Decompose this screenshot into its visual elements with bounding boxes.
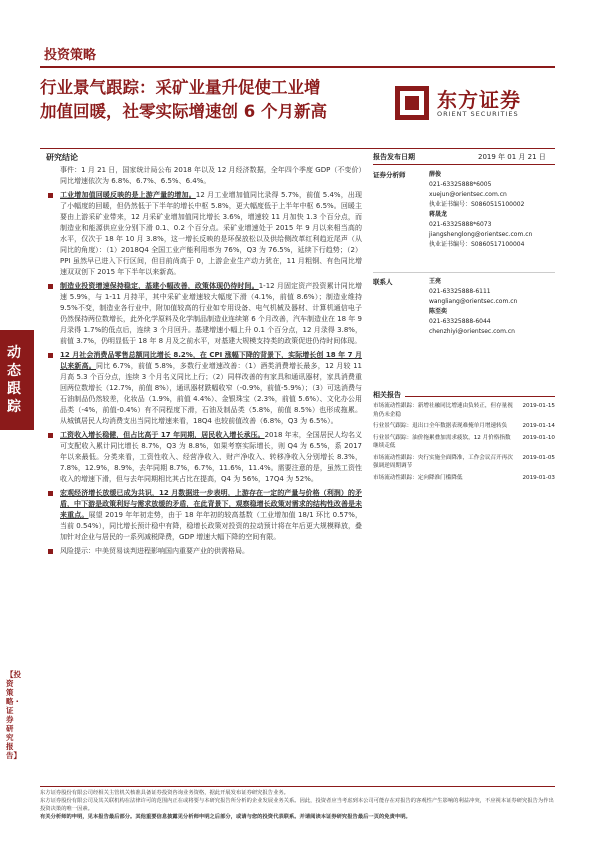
related-report-item[interactable] <box>373 474 555 483</box>
right-column-rule <box>373 164 555 165</box>
analyst-row <box>373 220 555 230</box>
key-point-text: 同比 6.7%，前值 5.8%，多数行业增速改善：（1）酒类消费增长最多，12 月较 11 月高 5.3 个百分点，连续 3 个月名义同比上行；（2）同样改善的有家具和通讯器材，家具消费重回两位数增长（12.7%，前值 8%），通讯器材跌幅收窄（-0.9%，前值-5.9%）；（3）可选消费与石油制品仍然较差，化妆品（1.9%，前值 4.4%）、金银珠宝（2.3%，前值 5.6%）、文化办公用品类（-4%，前值-0.4%）有不同程度下滑，石油及制品类（5.8%，前值 8.5%）也形成拖累。从城镇居民人均消费支出当同比增速来看，18Q4 也较前值改善（6.8%，Q3 为 6.5%）。 <box>60 362 362 425</box>
title-line-1: 行业景气跟踪：采矿业量升促使工业增 <box>40 78 321 97</box>
related-report-date: 2019-01-10 <box>522 434 555 441</box>
key-point <box>60 430 362 485</box>
analyst-name: 薛俊 <box>429 171 442 178</box>
contact-phone: 021-63325888-6111 <box>429 288 491 295</box>
related-report-item[interactable] <box>373 422 555 431</box>
key-point-highlight: 工资收入增长稳健，但占比高于 17 年同期，居民收入增长承压。 <box>60 431 265 439</box>
contact-row <box>373 317 555 327</box>
analyst-row <box>373 210 555 220</box>
related-report-item[interactable] <box>373 402 555 419</box>
analyst-cert: 执业证书编号：S0860517100004 <box>429 241 525 248</box>
disclaimer-line: 有关分析师的申明，见本报告最后部分。其他重要信息披露见分析师申明之后部分，或请与您的投资代表联系。并请阅读本证券研究报告最后一页的免责申明。 <box>40 814 411 820</box>
key-point-text: 12 月工业增加值同比录得 5.7%，前值 5.4%，出现了小幅度的回暖，但仍然低于下半年的增长中枢 5.8%，更大幅度低于上半年中枢 6.5%。回暖主要由上游采矿业带来，12 月采矿业增加值同比增长 3.6%，增速较 11 月加快 1.3 个百分点，而制造业和能源供应业分别下滑 0.1、0.2 个百分点。采矿业增速处于 2015 年 9 月以来相当高的水平，仅次于 18 年 10 月 3.8%，这一增长反映的是环保放松以及供给侧改革红利趋近尾声（从同比的角度）：（1）2018Q4 全国工业产能利用率为 76%，Q3 为 76.5%，延续下行趋势；（2）PPI 虽然早已进入下行区间，但目前尚高于 0，上游企业生产动力犹在，11 月粗钢、有色同比增速双双创下 2015 年下半年以来新高。 <box>60 191 363 276</box>
disclaimer-divider <box>40 786 555 787</box>
analyst-email[interactable]: xuejun@orientsec.com.cn <box>429 191 507 198</box>
analyst-block <box>373 170 555 250</box>
report-date: 2019 年 01 月 21 日 <box>478 153 546 161</box>
related-report-date: 2019-01-15 <box>522 403 555 409</box>
risk-warning <box>60 546 362 557</box>
related-reports-title: 相关报告 <box>373 390 405 400</box>
report-date-label: 报告发布日期 <box>373 153 415 161</box>
key-point-highlight: 12 月社会消费品零售总额同比增长 8.2%，在 CPI 涨幅下降的背景下，实际增长创 18 年 7 月以来新高。 <box>60 351 362 370</box>
contact-row <box>373 327 555 337</box>
report-title <box>40 76 370 124</box>
related-report-title: 市场流动性跟踪：央行实施全面降准，工作会议召开再次强调逆周期调节 <box>373 454 513 469</box>
related-report-title: 行业景气跟踪：退出口全年数据表现难掩单月增速转负 <box>373 423 508 429</box>
vertical-report-label: 【投资策略・证券研究报告】 <box>6 670 21 760</box>
main-body <box>60 165 362 560</box>
contact-phone: 021-63325888-6044 <box>429 318 491 325</box>
contact-name: 王亮 <box>429 278 442 285</box>
sidebar-tag-text: 动态跟踪 <box>7 345 21 415</box>
header-divider <box>40 148 555 149</box>
analyst-name: 蒋晟龙 <box>429 211 448 218</box>
related-report-title: 市场流动性跟踪：定向降准门槛降低 <box>373 474 463 481</box>
key-point <box>60 488 362 543</box>
company-logo <box>395 84 555 124</box>
key-points-list <box>60 190 362 557</box>
logo-en-text: ORIENT SECURITIES <box>437 110 519 118</box>
analyst-cert: 执业证书编号：S0860515100002 <box>429 201 525 208</box>
sidebar-tag <box>0 330 34 430</box>
title-line-2: 加值回暖，社零实际增速创 6 个月新高 <box>40 102 327 121</box>
orient-logo-icon <box>395 86 429 120</box>
related-report-item[interactable] <box>373 454 555 471</box>
key-point-text: 展望 2019 年年初走势，由于 18 年年初的较高基数（工业增加值 18/1 环比 0.57%，当前 0.54%），同比增长预计稳中有降，稳增长政策对投资的拉动预计将在年后更大规模释放，叠加针对企业与居民的一系列减税降费，GDP 增速大幅下降的空间有限。 <box>60 511 362 541</box>
related-report-date: 2019-01-05 <box>522 454 555 461</box>
contact-name: 陈至奕 <box>429 308 448 315</box>
analyst-role: 证券分析师 <box>373 171 406 179</box>
analyst-email[interactable]: jiangshenglong@orientsec.com.cn <box>429 231 533 238</box>
section-heading: 研究结论 <box>46 153 78 162</box>
disclaimer-line: 东方证券股份有限公司及其关联机构在法律许可的范围内正在或将要与本研究报告所分析的企业发展业务关系。因此，投资者应当考虑到本公司可能存在对报告的客观性产生影响的利益冲突，不应视本证券研究报告为作出投资决策的唯一因素。 <box>40 798 554 812</box>
analyst-row <box>373 190 555 200</box>
contact-row <box>373 297 555 307</box>
related-report-date: 2019-01-03 <box>522 474 555 481</box>
logo-cn-text: 东方证券 <box>437 88 521 112</box>
contact-row <box>373 277 555 287</box>
contact-row <box>373 287 555 297</box>
disclaimer-line: 东方证券股份有限公司经相关主管机关核准具备证券投资咨询业务资格，据此开展发布证券研究报告业务。 <box>40 790 289 796</box>
top-rule <box>40 66 555 68</box>
analyst-row <box>373 240 555 250</box>
analyst-row <box>373 170 555 180</box>
contact-divider <box>373 272 555 273</box>
doc-type-label: 投资策略 <box>44 48 97 63</box>
contact-email[interactable]: chenzhiyi@orientsec.com.cn <box>429 328 515 335</box>
contact-block <box>373 277 555 337</box>
key-point-highlight: 宏观经济增长放缓已成为共识，12 月数据进一步表明，上游存在一定的产量与价格（利润）的矛盾，中下游是政策利好与需求放缓的矛盾，在此背景下，观察稳增长政策对需求的结构性改善是未来重点。 <box>60 489 362 519</box>
key-point-highlight: 工业增加值回暖反映的是上游产量的增加。 <box>60 191 196 199</box>
analyst-row <box>373 230 555 240</box>
analyst-phone: 021-63325888*6073 <box>429 221 492 228</box>
related-report-title: 行业景气跟踪：油价拖累叠加需求疲软，12 月价格指数继续走低 <box>373 434 511 449</box>
key-point <box>60 281 362 347</box>
key-point-text: 1-12 月固定资产投资累计同比增速 5.9%，与 1-11 月持平，其中采矿业增速较大幅度下滑（4.1%，前值 8.6%）；制造业维持 9.5%不变，制造业各行业中，附加值较高的行业如专用设备、电气机械及器材、计算机通信电子仍然保持两位数增长，此外化学原料及化学制品制造业连续第 6 个月改善，汽车制造业在 18 年 9 月录得 1.7%的低点后，连续 3 个月回升。基建增速小幅上升 0.1 个百分点，12 月录得 3.8%，前值 3.7%，仍明显低于 18 年 8 月及之前水平，对基建大规模支持类的政策促进仍待时间体现。 <box>60 282 362 345</box>
related-reports-list <box>373 402 555 485</box>
intro-paragraph: 事件：1 月 21 日，国家统计局公布 2018 年以及 12 月经济数据，全年四个季度 GDP（不变价）同比增速依次为 6.8%、6.7%、6.5%、6.4%。 <box>60 166 362 185</box>
contact-row <box>373 307 555 317</box>
disclaimer <box>40 789 555 821</box>
key-point <box>60 350 362 427</box>
key-point-text: 2018 年末，全国居民人均名义可支配收入累计同比增长 8.7%，Q3 为 8.8%，如果考察实际增长，则 Q4 为 6.5%，系 2017 年以来最低。分类来看，工资性收入、经营净收入、财产净收入、转移净收入分别增长 8.3%，7.8%，12.9%，8.9%，去年同期 8.7%，6.7%，11.6%，11.4%。需要注意的是，虽然工资性收入的增速下滑，但与去年同期相比其占比在提高，Q4 为 56%，17Q4 为 52%。 <box>60 431 362 483</box>
contact-email[interactable]: wangliang@orientsec.com.cn <box>429 298 518 305</box>
analyst-phone: 021-63325888*6005 <box>429 181 492 188</box>
related-report-item[interactable] <box>373 434 555 451</box>
risk-warning-text: 风险提示：中美贸易谈判进程影响国内重要产业的供需格局。 <box>60 547 249 555</box>
contact-role: 联系人 <box>373 278 393 286</box>
related-report-date: 2019-01-14 <box>522 423 555 429</box>
key-point <box>60 190 362 278</box>
related-report-title: 市场流动性跟踪：新增社融同比增速由负转正，但存量视角仍未企稳 <box>373 403 513 418</box>
analyst-row <box>373 180 555 190</box>
key-point-highlight: 制造业投资增速保持稳定，基建小幅改善，政策体现仍待时间。 <box>60 282 259 290</box>
analyst-row <box>373 200 555 210</box>
